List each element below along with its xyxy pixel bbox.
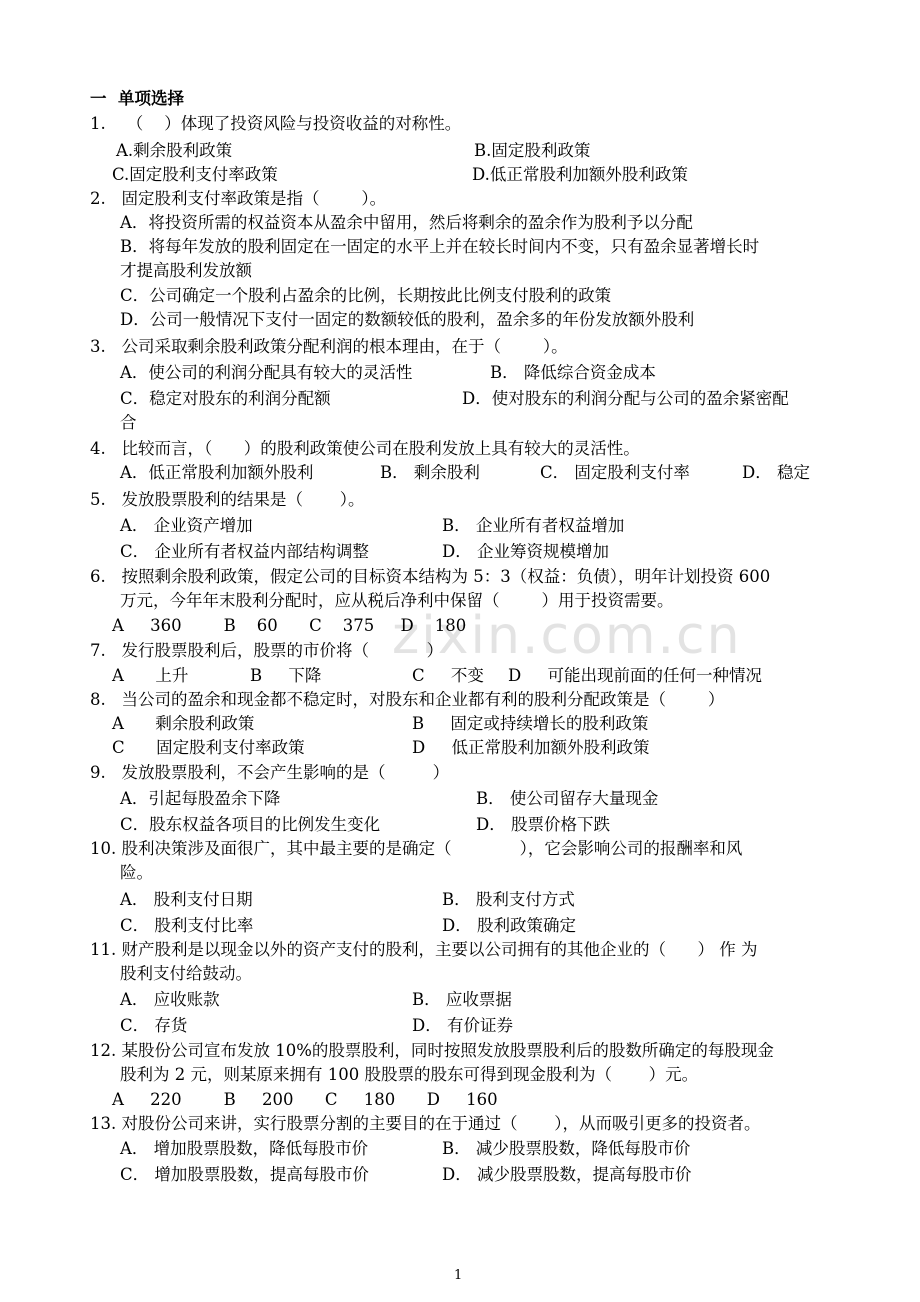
q13-option-a: A． 增加股票股数，降低每股市价 xyxy=(120,1139,369,1158)
q10-option-b: B． 股利支付方式 xyxy=(442,890,575,909)
q9-option-c: C．股东权益各项目的比例发生变化 xyxy=(120,815,381,834)
q7-option-c: C 不变 xyxy=(412,666,484,685)
q5-option-b: B． 企业所有者权益增加 xyxy=(442,516,625,535)
question-10-cont: 险。 xyxy=(120,863,153,882)
q1-option-c: C.固定股利支付率政策 xyxy=(112,165,278,184)
q1-option-d: D.低正常股利加额外股利政策 xyxy=(472,165,688,184)
q1-option-b: B.固定股利政策 xyxy=(474,141,591,160)
q5-option-a: A． 企业资产增加 xyxy=(120,516,253,535)
q9-option-b: B． 使公司留存大量现金 xyxy=(476,789,659,808)
question-4: 4. 比较而言，（ ）的股利政策使公司在股利发放上具有较大的灵活性。 xyxy=(90,439,640,458)
q9-option-a: A．引起每股盈余下降 xyxy=(120,789,281,808)
q2-option-d: D．公司一般情况下支付一固定的数额较低的股利，盈余多的年份发放额外股利 xyxy=(120,310,695,329)
q7-option-d: D 可能出现前面的任何一种情况 xyxy=(508,666,762,685)
q10-option-d: D． 股利政策确定 xyxy=(442,916,576,935)
q10-option-c: C． 股利支付比率 xyxy=(120,916,254,935)
question-11: 11. 财产股利是以现金以外的资产支付的股利，主要以公司拥有的其他企业的（ ） 作 为 xyxy=(90,940,758,959)
q2-option-c: C．公司确定一个股利占盈余的比例，长期按此比例支付股利的政策 xyxy=(120,286,612,305)
q4-option-c: C． 固定股利支付率 xyxy=(540,463,690,482)
q13-option-d: D． 减少股票股数，提高每股市价 xyxy=(442,1165,692,1184)
q1-option-a: A.剩余股利政策 xyxy=(116,141,233,160)
q9-option-d: D． 股票价格下跌 xyxy=(476,815,610,834)
watermark: zixin.com.cn xyxy=(392,606,742,666)
q13-option-c: C． 增加股票股数，提高每股市价 xyxy=(120,1165,369,1184)
q8-option-c: C 固定股利支付率政策 xyxy=(112,738,305,757)
q5-option-d: D． 企业筹资规模增加 xyxy=(442,542,609,561)
q8-option-d: D 低正常股利加额外股利政策 xyxy=(412,738,650,757)
q11-option-c: C． 存货 xyxy=(120,1016,188,1035)
q8-option-b: B 固定或持续增长的股利政策 xyxy=(412,714,649,733)
question-8: 8. 当公司的盈余和现金都不稳定时，对股东和企业都有利的股利分配政策是（ ） xyxy=(90,690,725,709)
q7-option-b: B 下降 xyxy=(250,666,322,685)
q2-option-b-cont: 才提高股利发放额 xyxy=(120,261,252,280)
q12-options: A 220 B 200 C 180 D 160 xyxy=(112,1090,498,1109)
q4-option-a: A．低正常股利加额外股利 xyxy=(120,463,314,482)
q10-option-a: A． 股利支付日期 xyxy=(120,890,253,909)
question-13: 13. 对股份公司来讲，实行股票分割的主要目的在于通过（ ），从而吸引更多的投资者。 xyxy=(90,1114,761,1133)
q11-option-a: A． 应收账款 xyxy=(120,990,220,1009)
q3-option-d-cont: 合 xyxy=(120,413,137,432)
question-11-cont: 股利支付给鼓动。 xyxy=(120,964,252,983)
q11-option-d: D． 有价证券 xyxy=(412,1016,513,1035)
q2-option-b: B．将每年发放的股利固定在一固定的水平上并在较长时间内不变，只有盈余显著增长时 xyxy=(120,237,760,256)
question-12: 12. 某股份公司宣布发放 10%的股票股利，同时按照发放股票股利后的股数所确定的每股现金 xyxy=(90,1041,774,1060)
question-1: 1. （ ）体现了投资风险与投资收益的对称性。 xyxy=(90,114,462,133)
q8-option-a: A 剩余股利政策 xyxy=(112,714,255,733)
question-7: 7. 发行股票股利后，股票的市价将（ ） xyxy=(90,641,444,660)
q3-option-c: C．稳定对股东的利润分配额 xyxy=(120,389,331,408)
q6-options: A 360 B 60 C 375 D 180 xyxy=(112,616,467,635)
question-5: 5. 发放股票股利的结果是（ ）。 xyxy=(90,490,365,509)
question-6: 6. 按照剩余股利政策，假定公司的目标资本结构为 5：3（权益：负债），明年计划投资 600 xyxy=(90,567,771,586)
q7-option-a: A 上升 xyxy=(112,666,189,685)
question-10: 10. 股利决策涉及面很广，其中最主要的是确定（ ），它会影响公司的报酬率和风 xyxy=(90,839,743,858)
q2-option-a: A．将投资所需的权益资本从盈余中留用，然后将剩余的盈余作为股利予以分配 xyxy=(120,213,693,232)
q13-option-b: B． 减少股票股数，降低每股市价 xyxy=(442,1139,691,1158)
question-2: 2. 固定股利支付率政策是指（ ）。 xyxy=(90,189,387,208)
question-6-cont: 万元，今年年末股利分配时，应从税后净利中保留（ ）用于投资需要。 xyxy=(120,591,674,610)
question-3: 3. 公司采取剩余股利政策分配利润的根本理由，在于（ ）。 xyxy=(90,337,568,356)
question-12-cont: 股利为 2 元，则某原来拥有 100 股股票的股东可得到现金股利为（ ）元。 xyxy=(120,1065,699,1084)
q3-option-d: D．使对股东的利润分配与公司的盈余紧密配 xyxy=(462,389,789,408)
q3-option-a: A．使公司的利润分配具有较大的灵活性 xyxy=(120,363,413,382)
question-9: 9. 发放股票股利，不会产生影响的是（ ） xyxy=(90,763,450,782)
page-number: 1 xyxy=(454,1268,463,1283)
q11-option-b: B． 应收票据 xyxy=(412,990,512,1009)
section-heading: 一 单项选择 xyxy=(90,89,184,108)
q4-option-d: D． 稳定 xyxy=(742,463,810,482)
q4-option-b: B． 剩余股利 xyxy=(380,463,480,482)
q3-option-b: B． 降低综合资金成本 xyxy=(490,363,656,382)
q5-option-c: C． 企业所有者权益内部结构调整 xyxy=(120,542,369,561)
